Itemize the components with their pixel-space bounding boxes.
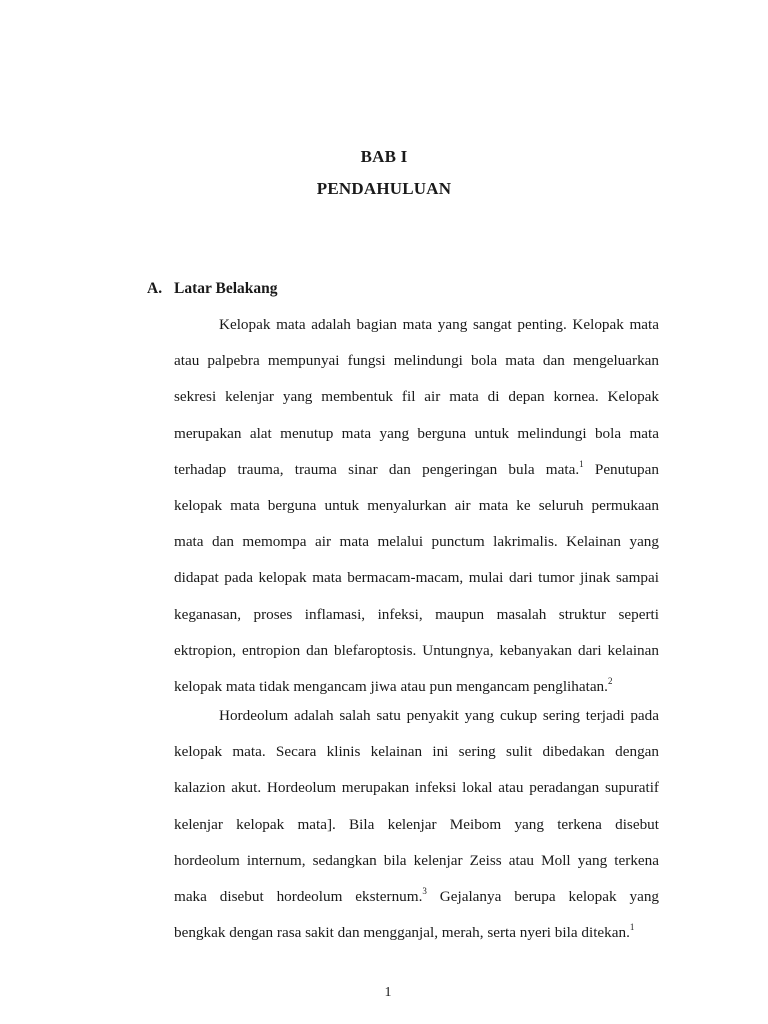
paragraph-line: kelopak mata berguna untuk menyalurkan air mata ke seluruh permukaan xyxy=(174,497,659,514)
footnote-reference: 3 xyxy=(422,886,427,896)
chapter-title: PENDAHULUAN xyxy=(316,179,452,198)
section-heading xyxy=(147,280,278,298)
paragraph-line: maka disebut hordeolum eksternum.$^3$ Gejalanya berupa kelopak yang xyxy=(174,886,660,905)
paragraph-line: kelopak mata tidak mengancam jiwa atau pun mengancam penglihatan.$^2$ xyxy=(174,676,613,695)
paragraph-line: Kelopak mata adalah bagian mata yang sangat penting. Kelopak mata xyxy=(219,316,659,333)
footnote-reference: 2 xyxy=(607,676,613,686)
chapter-heading: BAB I xyxy=(360,147,408,166)
section-number: A. xyxy=(147,280,163,297)
paragraph-line: mata dan memompa air mata melalui punctum lakrimalis. Kelainan yang xyxy=(174,533,659,551)
paragraph-line: atau palpebra mempunyai fungsi melindungi bola mata dan mengeluarkan xyxy=(174,352,659,370)
paragraph-line: keganasan, proses inflamasi, infeksi, maupun masalah struktur seperti xyxy=(174,605,659,623)
section-title: Latar Belakang xyxy=(174,280,278,297)
footnote-reference: 1 xyxy=(629,922,635,933)
footnote-reference: 1 xyxy=(579,458,584,469)
paragraph-line: Hordeolum adalah salah satu penyakit yang cukup sering terjadi pada xyxy=(219,707,659,724)
paragraph-line: kelenjar kelopak mata]. Bila kelenjar Meibom yang terkena disebut xyxy=(174,815,659,833)
paragraph-line: terhadap trauma, trauma sinar dan pengeringan bula mata.$^1$ Penutupan xyxy=(174,458,659,478)
paragraph-line: sekresi kelenjar yang membentuk fil air mata di depan kornea. Kelopak xyxy=(174,388,659,406)
paragraph-line: didapat pada kelopak mata bermacam-macam, mulai dari tumor jinak sampai xyxy=(174,569,659,587)
paragraph-line: hordeolum internum, sedangkan bila kelenjar Zeiss atau Moll yang terkena xyxy=(174,851,659,869)
page-number: 1 xyxy=(384,985,392,1000)
paragraph-line: ektropion, entropion dan blefaroptosis. Untungnya, kebanyakan dari kelainan xyxy=(174,641,659,659)
paragraph-line: kalazion akut. Hordeolum merupakan infeksi lokal atau peradangan supuratif xyxy=(174,779,659,797)
paragraph-line: merupakan alat menutup mata yang berguna untuk melindungi bola mata xyxy=(174,424,659,442)
paragraph-line: bengkak dengan rasa sakit dan mengganjal, merah, serta nyeri bila ditekan.$^1$ xyxy=(174,922,635,942)
paragraph-line: kelopak mata. Secara klinis kelainan ini sering sulit dibedakan dengan xyxy=(174,743,659,761)
